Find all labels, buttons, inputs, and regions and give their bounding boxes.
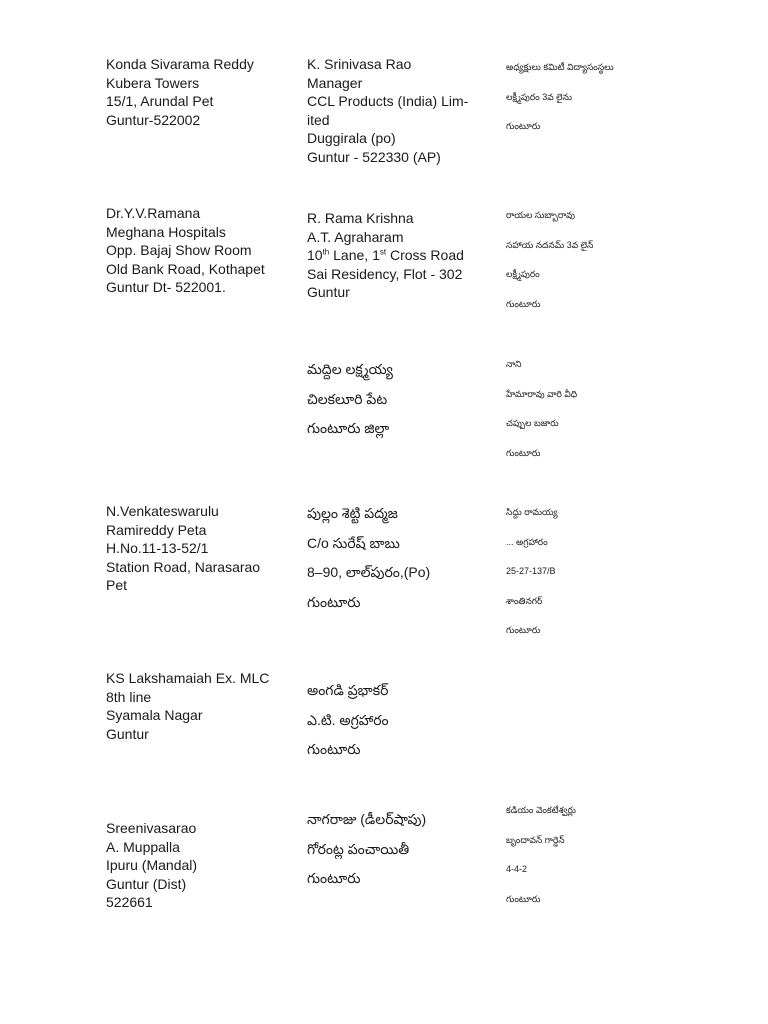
address-line: Guntur (Dist): [106, 875, 187, 892]
address-line: గుంటూరు: [506, 893, 541, 904]
address-line: బృందావన్ గార్డెన్: [506, 834, 565, 845]
address-block-angadi-prabhakar: [307, 676, 492, 765]
address-line: గుంటూరు: [506, 447, 541, 458]
address-line: Duggirala (po): [307, 130, 396, 147]
address-line: ... అగ్రహారం: [506, 536, 548, 547]
address-block-dr-yv-ramana: [106, 204, 291, 297]
address-line: గుంటూరు: [506, 625, 541, 635]
address-line: A.T. Agraharam: [307, 228, 404, 245]
address-line: Opp. Bajaj Show Room: [106, 242, 252, 259]
address-line: అధ్యక్షులు కమిటీ విద్యాసంస్థలు: [506, 62, 614, 72]
address-line: Meghana Hospitals: [106, 223, 226, 240]
address-line: హేమారావు వారి వీధి: [506, 388, 578, 399]
address-line: అంగడి ప్రభాకర్: [307, 682, 389, 698]
address-block-r-rama-krishna: [307, 209, 492, 302]
address-line: శాంతినగర్: [506, 595, 543, 606]
address-line: నాగరాజు (డీలర్‌షాపు): [307, 811, 427, 827]
address-line: Station Road, Narasarao: [106, 558, 261, 575]
address-block-k-srinivasa-rao: [307, 55, 492, 167]
address-line: 15/1, Arundal Pet: [106, 93, 214, 110]
address-line: సహాయ నదనమ్ 3వ లైన్: [506, 239, 594, 250]
address-line: Kubera Towers: [106, 74, 200, 91]
address-line: Sreenivasarao: [106, 820, 197, 836]
address-line: Dr.Y.V.Ramana: [106, 205, 201, 221]
address-line: సిద్దు రామయ్య: [506, 507, 558, 517]
address-line: Ipuru (Mandal): [106, 857, 198, 874]
address-block-telugu-4: [506, 498, 756, 646]
address-line: Guntur Dt- 522001.: [106, 279, 226, 296]
address-line: 522661: [106, 894, 153, 911]
address-block-maddila-lakshmayya: [307, 355, 492, 444]
address-line: రాయల సుబ్బారావు: [506, 210, 576, 220]
address-line: Sai Residency, Flot - 302: [307, 265, 463, 282]
address-line: Manager: [307, 74, 363, 91]
address-line: 4-4-2: [506, 864, 528, 874]
address-line: 25-27-137/B: [506, 566, 556, 576]
address-line: H.No.11-13-52/1: [106, 540, 209, 557]
address-line: 10th Lane, 1st Cross Road: [307, 247, 464, 264]
address-line: KS Lakshamaiah Ex. MLC: [106, 670, 270, 686]
address-line: మద్దిల లక్ష్మయ్య: [307, 361, 393, 377]
address-line: చిలకలూరి పేట: [307, 390, 388, 407]
address-block-nagaraju: [307, 805, 492, 894]
address-line: గుంటూరు: [307, 870, 361, 886]
address-line: గుంటూరు జిల్లా: [307, 420, 390, 436]
address-line: ited: [307, 111, 330, 128]
address-line: CCL Products (India) Lim-: [307, 93, 469, 110]
address-line: A. Muppalla: [106, 838, 180, 855]
address-line: ఎ.టి. అగ్రహారం: [307, 711, 389, 728]
address-line: Old Bank Road, Kothapet: [106, 260, 265, 277]
address-line: కడియం వెంకటేశ్వర్లు: [506, 805, 576, 815]
address-line: చప్పుల బజారు: [506, 418, 559, 428]
address-line: గుంటూరు: [506, 121, 541, 131]
address-line: Guntur-522002: [106, 111, 201, 128]
address-line: లక్ష్మీపురం: [506, 269, 540, 279]
address-line: Guntur - 522330 (AP): [307, 148, 441, 165]
address-block-konda-sivarama-reddy: [106, 55, 291, 129]
address-block-pullam-shetty-padmaja: [307, 499, 492, 617]
address-line: 8th line: [106, 688, 152, 705]
address-line: C/o సురేష్ బాబు: [307, 534, 400, 551]
address-line: గోరంట్ల పంచాయితీ: [307, 840, 410, 857]
address-line: R. Rama Krishna: [307, 210, 414, 226]
address-line: గుంటూరు: [506, 298, 541, 309]
address-block-sreenivasarao: [106, 819, 291, 912]
address-line: Konda Sivarama Reddy: [106, 56, 254, 72]
address-block-ks-lakshamaiah: [106, 669, 291, 743]
address-line: నాని: [506, 359, 522, 369]
address-block-telugu-2: [506, 201, 756, 319]
address-block-telugu-6: [506, 796, 756, 914]
address-line: Guntur: [307, 284, 350, 301]
address-line: Pet: [106, 577, 128, 594]
address-line: 8–90, లాల్‌పురం,(Po): [307, 564, 431, 580]
address-line: గుంటూరు: [307, 593, 361, 610]
address-block-telugu-3: [506, 350, 756, 468]
address-block-n-venkateswarulu: [106, 502, 291, 595]
address-line: పుల్లం శెట్టి పద్మజ: [307, 505, 398, 521]
address-line: Guntur: [106, 725, 149, 742]
address-line: N.Venkateswarulu: [106, 503, 219, 519]
address-line: Syamala Nagar: [106, 707, 203, 724]
address-block-telugu-1: [506, 53, 756, 142]
address-line: K. Srinivasa Rao: [307, 56, 412, 72]
address-line: Ramireddy Peta: [106, 521, 207, 538]
address-line: గుంటూరు: [307, 741, 361, 757]
address-line: లక్ష్మీపురం 3వ లైను: [506, 91, 572, 102]
